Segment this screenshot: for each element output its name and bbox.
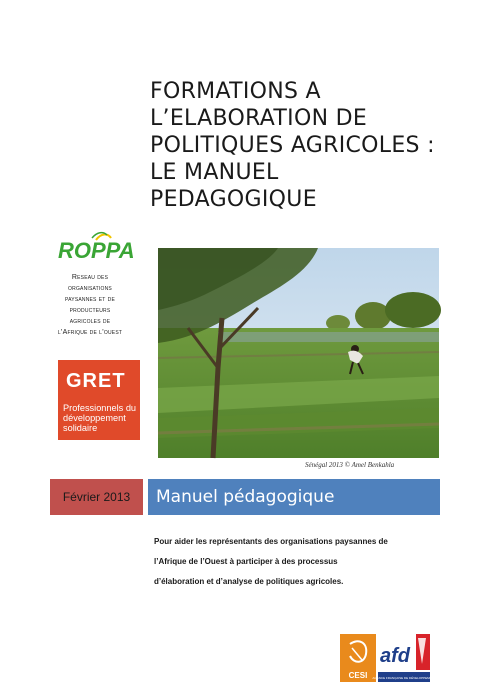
description-line: d’élaboration et d’analyse de politiques agricoles. — [154, 577, 344, 586]
date-box: Février 2013 — [50, 479, 143, 515]
afd-logo-text: afd — [380, 645, 410, 667]
roppa-line: producteurs — [69, 307, 111, 314]
gret-tagline-line: Professionnels du — [63, 403, 137, 413]
photo-credit: Sénégal 2013 © Amel Benkahla — [305, 461, 395, 469]
gret-brand: GRET — [66, 370, 126, 392]
roppa-line: Reseau des — [71, 274, 109, 281]
title-line: FORMATIONS A — [150, 79, 321, 104]
manual-banner: Manuel pédagogique — [148, 479, 440, 515]
roppa-logo-text: ROPPA — [58, 238, 135, 263]
gret-tagline-line: développement — [63, 413, 126, 423]
afd-logo — [372, 634, 436, 682]
afd-logo-subtext: AGENCE FRANÇAISE DE DÉVELOPPEMENT — [372, 676, 436, 680]
title-line: LE MANUEL — [150, 160, 279, 185]
gret-tagline-line: solidaire — [63, 423, 98, 433]
page-title — [150, 78, 470, 213]
roppa-logo — [56, 232, 146, 262]
roppa-line: agricoles de — [69, 318, 111, 325]
cesi-logo-text: CESI — [348, 671, 368, 680]
description-line: Pour aider les représentants des organisations paysannes de — [154, 537, 388, 546]
roppa-line: paysannes et de — [64, 296, 116, 303]
roppa-line: l’Afrique de l’ouest — [57, 329, 123, 336]
cesi-logo — [340, 634, 376, 682]
description-line: l’Afrique de l’Ouest à participer à des processus — [154, 557, 338, 566]
cover-photo — [158, 248, 439, 458]
gret-tagline — [63, 403, 143, 433]
description — [154, 532, 444, 592]
roppa-line: organisations — [68, 285, 112, 292]
gret-logo — [58, 360, 140, 440]
title-line: PEDAGOGIQUE — [150, 187, 317, 212]
title-line: POLITIQUES AGRICOLES : — [150, 133, 435, 158]
roppa-description — [40, 272, 140, 338]
title-line: L’ELABORATION DE — [150, 106, 368, 131]
